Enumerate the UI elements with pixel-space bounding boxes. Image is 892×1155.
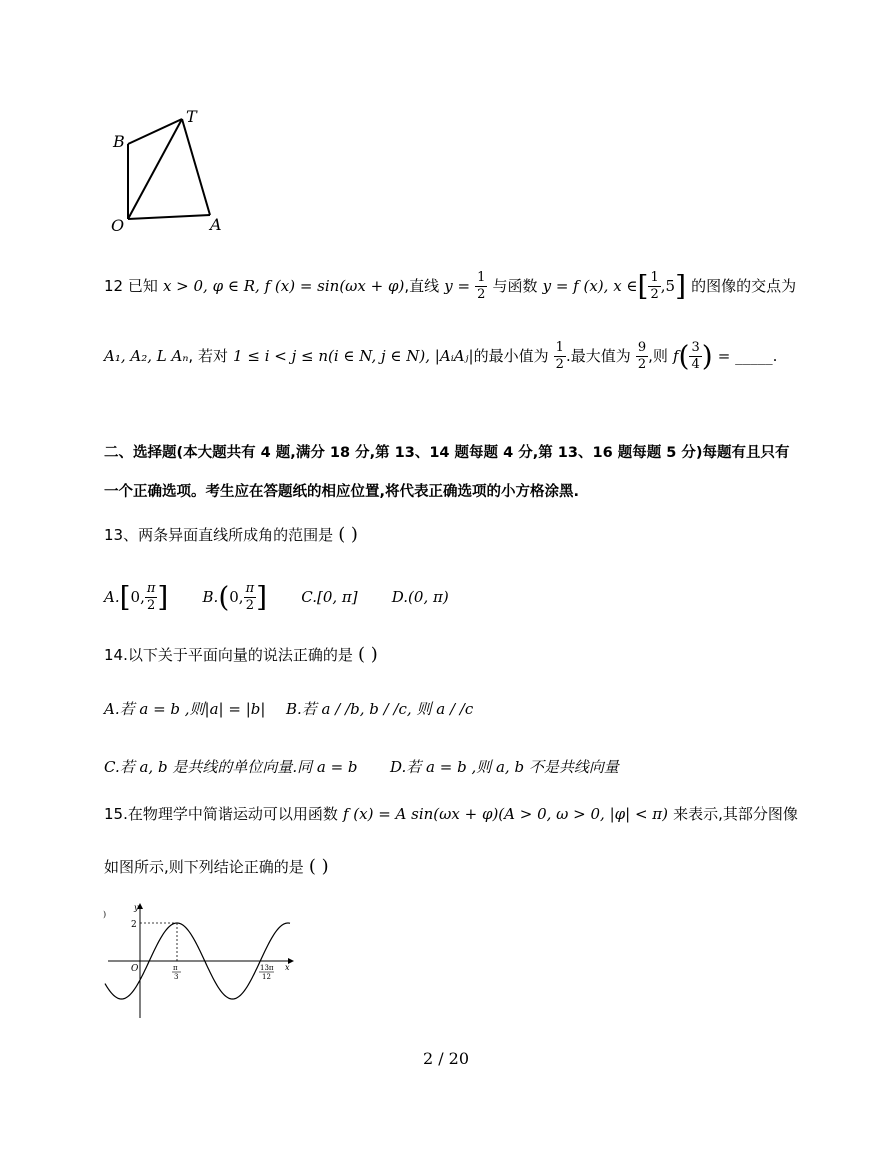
q15-line2 (104, 856, 329, 877)
q14-option-b: B.若 a / /b, b / /c, 则 a / /c (286, 700, 474, 718)
q13-stem (104, 524, 358, 545)
fraction-pi-half-b: $\frac{\pi}{2}$ (245, 581, 255, 613)
q14-option-c: C.若 a, b 是共线的单位向量.同 a = b (104, 758, 358, 776)
q15-answer-paren: ( ) (308, 856, 329, 877)
cropped-mark: ) (103, 910, 107, 919)
q15-represent-text: 来表示,其部分图像 (673, 805, 798, 823)
q12-if-text: , 若对 (188, 347, 228, 365)
segment-ta (182, 119, 210, 215)
q15-line2-text: 如图所示,则下列结论正确的是 (104, 858, 304, 876)
q15-line1 (104, 803, 798, 824)
q14-stem-text: 14.以下关于平面向量的说法正确的是 (104, 646, 353, 664)
y-axis-label: y (134, 903, 139, 912)
fraction-one-half-2: $\frac{1}{2}$ (650, 270, 659, 302)
q14-answer-paren: ( ) (357, 644, 378, 665)
page-number: 2 / 20 (422, 1049, 470, 1068)
segment-ot (128, 119, 182, 219)
x-tick-13pi-12-num: 13π (260, 964, 274, 972)
q12-line-text: ,直线 (404, 277, 440, 295)
y-tick-2: 2 (131, 920, 137, 930)
q13-option-b: B. (202, 588, 219, 606)
q15-intro-text: 15.在物理学中简谐运动可以用函数 (104, 805, 338, 823)
q13-options: A.[0, $\frac{\pi}{2}$ ] B.(0, $\frac{\pi}{2}$ ] C.[0, π] D.(0, π) (104, 580, 449, 614)
q13-option-c: C.[0, π] (301, 588, 358, 606)
q14-stem (104, 644, 378, 665)
q13-option-a: A. (104, 588, 120, 606)
q12-points-math: A₁, A₂, L Aₙ (104, 347, 189, 365)
segment-bt (128, 119, 182, 144)
q13-stem-text: 13、两条异面直线所成角的范围是 (104, 526, 334, 544)
section2-line2: 一个正确选项。考生应在答题纸的相应位置,将代表正确选项的小方格涂黑. (104, 484, 580, 500)
q12-then-text: ,则 (648, 347, 668, 365)
q12-function-text: 与函数 (492, 277, 538, 295)
q12-max-text: .最大值为 (565, 347, 631, 365)
q14-option-a: A.若 a = b ,则|a| = |b| (104, 700, 266, 718)
q13-option-d: D.(0, π) (391, 588, 449, 606)
q12-intersection-text: 的图像的交点为 (691, 277, 797, 295)
label-b: B (113, 132, 125, 151)
label-o: O (111, 216, 125, 235)
q12-answer-blank: = _____. (717, 347, 778, 365)
label-t: T (186, 107, 197, 126)
geometry-figure (100, 100, 240, 240)
q12-min-text: 的最小值为 (473, 347, 549, 365)
section2-line1: 二、选择题(本大题共有 4 题,满分 18 分,第 13、14 题每题 4 分,第 13、16 题每题 5 分)每题有且只有 (104, 445, 790, 461)
fraction-pi-half-a: $\frac{\pi}{2}$ (146, 581, 156, 613)
q12-number-text: 12 已知 (104, 277, 158, 295)
x-tick-13pi-12-den: 12 (262, 973, 271, 981)
label-a: A (210, 215, 222, 234)
q13-answer-paren: ( ) (338, 524, 358, 545)
fraction-three-quarters: $\frac{3}{4}$ (691, 340, 700, 372)
fraction-min: $\frac{1}{2}$ (555, 340, 564, 372)
origin-label: O (131, 964, 139, 974)
segment-oa (128, 215, 210, 219)
q14-option-d: D.若 a = b ,则 a, b 不是共线向量 (390, 758, 619, 776)
sine-graph (100, 900, 300, 1020)
q12-condition-math: x > 0, φ ∈ R, f (x) = sin(ωx + φ) (162, 277, 405, 295)
x-tick-pi-3-num: π (173, 964, 178, 972)
q12-domain-math: y = f (x), x ∈ (542, 277, 638, 295)
fraction-max: $\frac{9}{2}$ (637, 340, 647, 372)
q12-line2: A₁, A₂, L Aₙ, 若对 1 ≤ i < j ≤ n(i ∈ N, j ∈ N), |AᵢAⱼ|的最小值为 $\frac{1}{2}$ .最大值为 $\frac{9}{2}$ ,则 f( $\frac{3}{4}$ ) = _____. (104, 339, 778, 373)
x-axis-label: x (285, 963, 290, 972)
q12-line-eq: y = (444, 277, 471, 295)
fraction-one-half: $\frac{1}{2}$ (477, 270, 486, 302)
x-tick-pi-3-den: 3 (174, 973, 179, 981)
q12-line1: 12 已知 x > 0, φ ∈ R, f (x) = sin(ωx + φ),直线 y = $\frac{1}{2}$ 与函数 y = f (x), x ∈[ $\frac{1}{2}$ ,5] 的图像的交点为 (104, 269, 797, 303)
q12-f-math: f (672, 347, 679, 365)
q12-index-math: 1 ≤ i < j ≤ n(i ∈ N, j ∈ N), |AᵢAⱼ| (233, 347, 474, 365)
q15-function-math: f (x) = A sin(ωx + φ)(A > 0, ω > 0, |φ| < π) (342, 805, 669, 823)
